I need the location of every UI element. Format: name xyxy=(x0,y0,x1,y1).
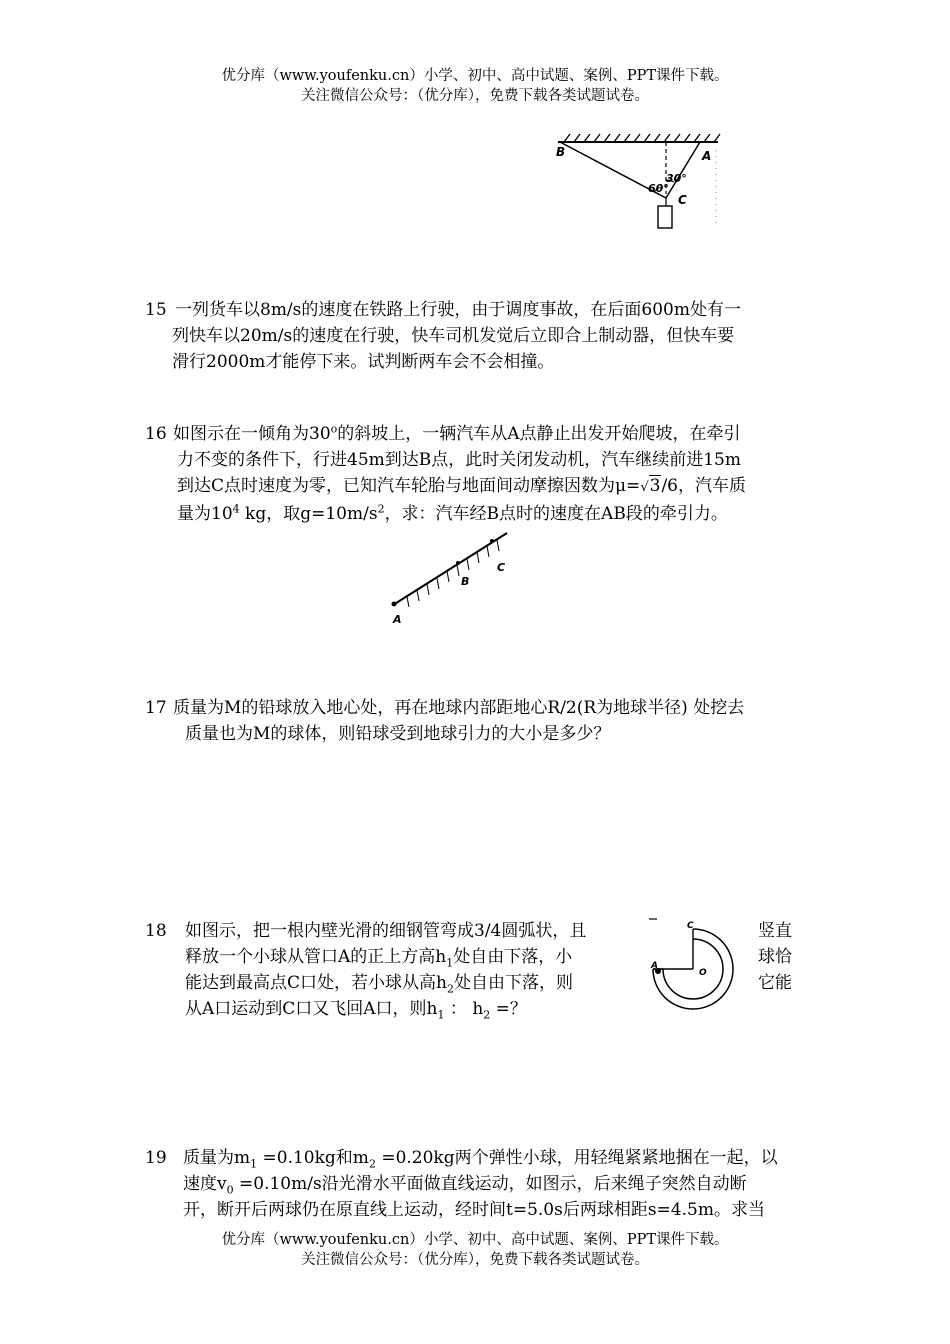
question-17 xyxy=(145,695,744,747)
question-number: 17 xyxy=(145,698,167,718)
degree-symbol: o xyxy=(330,422,338,436)
subscript: 2 xyxy=(483,1008,491,1022)
q18-line-2-b: 处自由下落，小 xyxy=(453,947,573,967)
q18-line-4-a: 从A口运动到C口又飞回A口，则h xyxy=(185,999,438,1019)
q15-line-1: 一列货车以8m/s的速度在铁路上行驶，由于调度事故，在后面600m处有一 xyxy=(175,300,741,320)
fig-cable-label-c: C xyxy=(678,193,687,207)
figure-slope xyxy=(385,525,515,635)
q19-line-1-c: =0.20kg两个弹性小球，用轻绳紧紧地捆在一起，以 xyxy=(375,1148,778,1168)
q17-line-2: 质量也为M的球体，则铅球受到地球引力的大小是多少？ xyxy=(185,724,611,744)
fig-cable-label-b: B xyxy=(556,145,566,159)
page-header xyxy=(0,66,950,106)
subscript: 0 xyxy=(226,1183,234,1197)
q18-right-2: 球恰 xyxy=(758,947,792,967)
subscript: 1 xyxy=(446,956,454,970)
header-line-2: 关注微信公众号：（优分库），免费下载各类试题试卷。 xyxy=(301,88,649,104)
header-line-1: 优分库（www.youfenku.cn）小学、初中、高中试题、案例、PPT课件下载。 xyxy=(221,68,729,84)
sqrt-value: 3 xyxy=(649,476,661,496)
fig-arc-label-c: C xyxy=(687,921,694,931)
q18-line-4-c: =？ xyxy=(490,999,527,1019)
q18-right-1: 竖直 xyxy=(758,921,792,941)
q16-line-3-a: 到达C点时速度为零，已知汽车轮胎与地面间动摩擦因数为μ= xyxy=(177,476,641,496)
exponent: 2 xyxy=(377,502,385,516)
q19-line-2-b: =0.10m/s沿光滑水平面做直线运动，如图示，后来绳子突然自动断 xyxy=(233,1174,747,1194)
question-number: 19 xyxy=(145,1148,167,1168)
exponent: 4 xyxy=(232,502,240,516)
q16-line-4-b: kg，取g=10m/s xyxy=(239,504,378,524)
question-18 xyxy=(145,918,635,1022)
q18-line-3-a: 能达到最高点C口处，若小球从高h xyxy=(185,973,447,993)
fig-slope-label-b: B xyxy=(461,575,470,588)
question-number: 16 xyxy=(145,424,167,444)
q19-line-1-a: 质量为m xyxy=(183,1148,251,1168)
q19-line-1-b: =0.10kg和m xyxy=(257,1148,369,1168)
fig-slope-label-c: C xyxy=(497,561,506,574)
q16-line-4-c: ，求：汽车经B点时的速度在AB段的牵引力。 xyxy=(384,504,728,524)
fig-arc-label-o: O xyxy=(699,968,707,978)
q15-line-3: 滑行2000m才能停下来。试判断两车会不会相撞。 xyxy=(172,352,555,372)
q19-line-3: 开，断开后两球仍在原直线上运动，经时间t=5.0s后两球相距s=4.5m。求当 xyxy=(183,1200,765,1220)
subscript: 2 xyxy=(368,1157,376,1171)
q16-line-1-a: 如图示在一倾角为30 xyxy=(173,424,331,444)
fig-cable-label-a: A xyxy=(702,149,712,163)
subscript: 1 xyxy=(437,1008,445,1022)
fig-cable-angle-60: 60° xyxy=(648,182,669,195)
question-number: 15 xyxy=(145,300,167,320)
q16-line-3-b: /6，汽车质 xyxy=(661,476,746,496)
subscript: 1 xyxy=(250,1157,258,1171)
question-19 xyxy=(145,1145,778,1223)
fig-slope-label-a: A xyxy=(393,613,402,626)
question-18-right-column xyxy=(758,918,792,996)
q18-line-1: 如图示，把一根内壁光滑的细钢管弯成3/4圆弧状，且 xyxy=(185,921,587,941)
question-16: 16 如图示在一倾角为30$^o$的斜坡上，一辆汽车从A点静止出发开始爬坡，在牵引 力不变的条件下，行进45m到达B点，此时关闭发动机，汽车继续前进15m 到达C点时速度为零，已知汽车轮胎与地面间动摩擦因数为μ=√3/6，汽车质 量为$10^4$ kg，取$g=10m/s^2$，求：汽车经B点时的速度在AB段的牵引力。 xyxy=(145,422,746,524)
q19-line-2-a: 速度v xyxy=(183,1174,227,1194)
q16-line-2: 力不变的条件下，行进45m到达B点，此时关闭发动机，汽车继续前进15m xyxy=(177,450,741,470)
q18-line-3-b: 处自由下落，则 xyxy=(453,973,573,993)
q18-line-2-a: 释放一个小球从管口A的正上方高h xyxy=(185,947,447,967)
page-footer xyxy=(0,1230,950,1270)
q17-line-1: 质量为M的铅球放入地心处，再在地球内部距地心R/2(R为地球半径) 处挖去 xyxy=(173,698,745,718)
question-15 xyxy=(145,297,741,375)
footer-line-2: 关注微信公众号：（优分库），免费下载各类试题试卷。 xyxy=(301,1252,649,1268)
q15-line-2: 列快车以20m/s的速度在行驶，快车司机发觉后立即合上制动器，但快车要 xyxy=(172,326,735,346)
question-number: 18 xyxy=(145,921,167,941)
q16-line-4-a: 量为10 xyxy=(177,504,233,524)
q16-line-1-b: 的斜坡上，一辆汽车从A点静止出发开始爬坡，在牵引 xyxy=(337,424,741,444)
subscript: 2 xyxy=(446,982,454,996)
figure-arc-tube xyxy=(645,915,750,1025)
fig-cable-angle-30: 30° xyxy=(666,172,687,185)
figure-cable-suspension xyxy=(550,130,730,240)
fig-arc-label-a: A xyxy=(651,961,658,971)
footer-line-1: 优分库（www.youfenku.cn）小学、初中、高中试题、案例、PPT课件下载。 xyxy=(221,1232,729,1248)
q18-right-3: 它能 xyxy=(758,973,792,993)
q18-line-4-b: ： h xyxy=(444,999,484,1019)
